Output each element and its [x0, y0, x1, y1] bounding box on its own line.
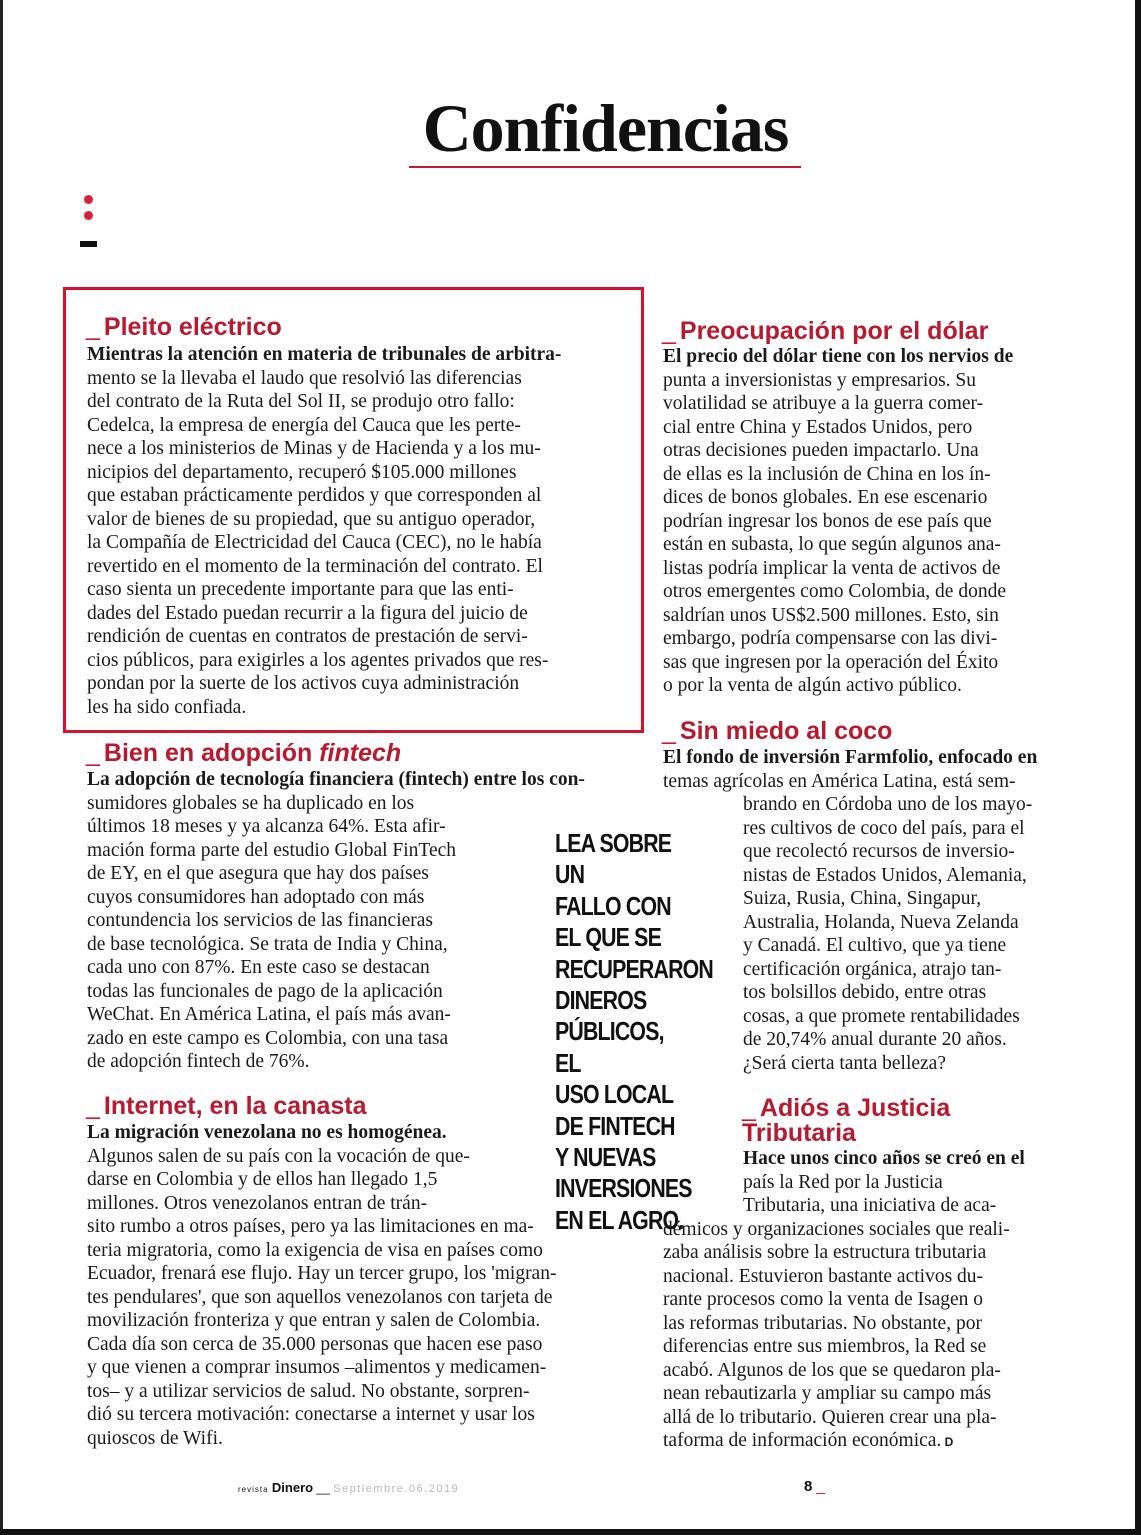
text-line: WeChat. En América Latina, el país más avan-	[87, 1004, 451, 1025]
text-line: o por la venta de algún activo público.	[663, 675, 962, 696]
section-title-coco	[662, 718, 892, 744]
text-line: valor de bienes de su propiedad, que su antiguo operador,	[87, 508, 536, 530]
article-fintech	[87, 768, 607, 1074]
scan-edge-bottom	[0, 1529, 1141, 1535]
page-number-value: 8	[804, 1478, 813, 1495]
text-line: darse en Colombia y de ellos han llegado 1,5	[87, 1169, 438, 1190]
text-line: nean rebautizarla y ampliar su campo más	[663, 1383, 992, 1404]
text-line: millones. Otros venezolanos entran de trán-	[87, 1192, 428, 1214]
scan-edge-left	[0, 0, 3, 1535]
text-line: allá de lo tributario. Quieren crear una pla-	[663, 1406, 997, 1428]
text-line: dades del Estado puedan recurrir a la figura del juicio de	[87, 602, 528, 624]
text-line: certificación orgánica, atrajo tan-	[743, 958, 1002, 980]
text-line: mento se la llevaba el laudo que resolvió las diferencias	[87, 367, 522, 389]
text-line: listas podría implicar la venta de activos de	[663, 557, 1001, 579]
text-line: y que vienen a comprar insumos –alimentos y medicamen-	[87, 1357, 547, 1378]
text-line: que estaban prácticamente perdidos y que corresponden al	[87, 485, 542, 506]
text-line: brando en Córdoba uno de los mayo-	[743, 794, 1033, 815]
decorative-dot-icon	[84, 211, 93, 220]
text-line: El fondo de inversión Farmfolio, enfocado en	[663, 747, 1038, 768]
text-line: diferencias entre sus miembros, la Red se	[663, 1336, 987, 1357]
title-text: Adiós a Justicia	[759, 1094, 951, 1122]
text-line: mación forma parte del estudio Global FinTech	[87, 839, 457, 861]
text-line: todas las funcionales de pago de la aplicación	[87, 980, 443, 1002]
text-line: la Compañía de Electricidad del Cauca (CEC), no le había	[87, 532, 542, 553]
section-marker: _	[742, 1094, 756, 1122]
title-text: Internet, en la canasta	[103, 1092, 367, 1120]
text-line: zado en este campo es Colombia, con una tasa	[87, 1027, 449, 1049]
text-line: acabó. Algunos de los que se quedaron pla-	[663, 1359, 1001, 1381]
callout-line: FALLO CON	[555, 890, 671, 921]
article-internet	[87, 1121, 627, 1450]
text-line: quioscos de Wifi.	[87, 1427, 223, 1449]
callout-line: USO LOCAL	[555, 1079, 674, 1110]
text-line: Cada día son cerca de 35.000 personas que hacen ese paso	[87, 1333, 543, 1355]
section-marker: _	[86, 739, 100, 767]
decorative-dash-icon	[80, 241, 97, 247]
text-line: cosas, a que promete rentabilidades	[743, 1005, 1020, 1027]
callout-line: EN EL AGRO.	[555, 1204, 684, 1235]
text-line: de EY, en el que asegura que hay dos países	[87, 863, 429, 884]
text-line: dió su tercera motivación: conectarse a internet y usar los	[87, 1404, 535, 1425]
text-line: pondan por la suerte de los activos cuya administración	[87, 673, 520, 694]
text-line: tes pendulares', que son aquellos venezolanos con tarjeta de	[87, 1286, 553, 1308]
text-line: tos– y a utilizar servicios de salud. No obstante, sorpren-	[87, 1380, 530, 1402]
text-line: sito rumbo a otros países, pero ya las limitaciones en ma-	[87, 1216, 534, 1237]
text-line: zaba análisis sobre la estructura tributaria	[663, 1242, 987, 1263]
text-line: las reformas tributarias. No obstante, por	[663, 1312, 982, 1334]
text-line: están en subasta, lo que según algunos ana-	[663, 534, 1001, 555]
text-line: sas que ingresen por la operación del Éxito	[663, 651, 999, 673]
text-line: dices de bonos globales. En ese escenario	[663, 487, 988, 508]
title-text: Sin miedo al coco	[679, 717, 893, 745]
text-line: rante procesos como la venta de Isagen o	[663, 1289, 983, 1310]
text-line: movilización fronteriza y que entran y salen de Colombia.	[87, 1310, 541, 1331]
callout-line: RECUPERARON	[555, 953, 714, 984]
section-title-justicia-line2: Tributaria	[742, 1119, 856, 1147]
title-text: Preocupación por el dólar	[679, 317, 989, 345]
article-pleito	[87, 343, 627, 719]
decorative-dot-icon	[84, 195, 93, 204]
footer-brand	[238, 1480, 459, 1495]
text-line: rendición de cuentas en contratos de prestación de servi-	[87, 626, 528, 647]
text-line: démicos y organizaciones sociales que reali-	[663, 1218, 1010, 1240]
text-line: cios públicos, para exigirles a los agentes privados que res-	[87, 649, 549, 671]
text-line: del contrato de la Ruta del Sol II, se produjo otro fallo:	[87, 391, 515, 412]
title-text: Pleito eléctrico	[103, 313, 282, 341]
section-marker: _	[662, 717, 676, 745]
page-number-marker: _	[816, 1478, 825, 1495]
text-line: que recolectó recursos de inversio-	[743, 841, 1015, 862]
text-line: embargo, podría compensarse con las divi-	[663, 628, 998, 649]
text-line: de adopción fintech de 76%.	[87, 1051, 310, 1072]
article-justicia	[663, 1147, 1057, 1455]
text-line: nece a los ministerios de Minas y de Hacienda y a los mu-	[87, 438, 541, 459]
text-line: nistas de Estados Unidos, Alemania,	[743, 864, 1027, 886]
title-underline	[409, 166, 801, 168]
title-italic: fintech	[319, 739, 402, 767]
callout-line: INVERSIONES	[555, 1173, 692, 1204]
section-title-internet	[86, 1093, 367, 1119]
text-line: otras decisiones pueden impactarlo. Una	[663, 440, 979, 461]
footer-date: Septiembre.06.2019	[333, 1483, 460, 1495]
text-line: teria migratoria, como la exigencia de visa en países como	[87, 1239, 543, 1261]
footer-separator: __	[316, 1481, 334, 1495]
text-line: volatilidad se atribuye a la guerra comer-	[663, 393, 984, 414]
text-line: de base tecnológica. Se trata de India y China,	[87, 933, 448, 955]
section-marker: _	[86, 1092, 100, 1120]
text-line: contundencia los servicios de las financieras	[87, 910, 434, 931]
section-title-pleito	[86, 314, 282, 340]
text-line: nacional. Estuvieron bastante activos du-	[663, 1265, 984, 1287]
article-dolar	[663, 345, 1057, 698]
section-title-fintech	[86, 740, 401, 766]
text-line: sumidores globales se ha duplicado en los	[87, 792, 415, 814]
section-title-dolar	[662, 318, 988, 344]
scan-edge-right	[1135, 0, 1141, 1535]
callout-line: DE FINTECH	[555, 1110, 675, 1141]
text-line: tos bolsillos debido, entre otras	[743, 982, 987, 1003]
text-line: cuyos consumidores han adoptado con más	[87, 886, 425, 908]
text-line: Suiza, Rusia, China, Singapur,	[743, 888, 982, 909]
page-number	[804, 1478, 825, 1495]
callout-line: PÚBLICOS, EL	[555, 1016, 664, 1078]
text-line: de ellas es la inclusión de China en los ín-	[663, 463, 991, 485]
text-line: revertido en el momento de la terminación del contrato. El	[87, 555, 543, 577]
text-line: Tributaria, una iniciativa de aca-	[743, 1195, 997, 1216]
text-line: últimos 18 meses y ya alcanza 64%. Esta afir-	[87, 816, 446, 837]
text-line: Mientras la atención en materia de tribunales de arbitra-	[87, 344, 562, 365]
text-line: de 20,74% anual durante 20 años.	[743, 1029, 1007, 1050]
section-marker: _	[662, 317, 676, 345]
callout-line: DINEROS	[555, 985, 647, 1016]
text-line: La adopción de tecnología financiera (fintech) entre los con-	[87, 769, 585, 790]
text-line: nicipios del departamento, recuperó $105.000 millones	[87, 461, 517, 483]
section-title-justicia	[742, 1095, 950, 1121]
text-line: caso sienta un precedente importante para que las enti-	[87, 579, 514, 600]
text-line: temas agrícolas en América Latina, está sem-	[663, 770, 1016, 792]
text-line: Cedelca, la empresa de energía del Cauca que les perte-	[87, 414, 521, 436]
text-line: cada uno con 87%. En este caso se destacan	[87, 957, 430, 978]
text-line: La migración venezolana no es homogénea.	[87, 1122, 447, 1143]
end-mark-icon: D	[941, 1435, 954, 1449]
text-line: saldrían unos US$2.500 millones. Esto, sin	[663, 604, 999, 626]
section-marker: _	[86, 313, 100, 341]
text-line: Hace unos cinco años se creó en el	[743, 1148, 1025, 1169]
text-line: taforma de información económica. D	[663, 1430, 954, 1451]
callout-line: Y NUEVAS	[555, 1142, 656, 1173]
text-line: res cultivos de coco del país, para el	[743, 817, 1025, 839]
text-line: otros emergentes como Colombia, de donde	[663, 581, 1006, 602]
callout-line: LEA SOBRE UN	[555, 828, 672, 890]
text-line: Ecuador, frenará ese flujo. Hay un tercer grupo, los 'migran-	[87, 1263, 557, 1284]
text-line: punta a inversionistas y empresarios. Su	[663, 369, 977, 391]
footer-brand-name: Dinero	[271, 1480, 314, 1495]
title-text: Bien en adopción	[103, 739, 313, 767]
callout-line: EL QUE SE	[555, 922, 661, 953]
footer-revista: revista	[238, 1485, 269, 1494]
text-line: Australia, Holanda, Nueva Zelanda	[743, 911, 1019, 933]
text-line: podrían ingresar los bonos de ese país que	[663, 510, 992, 532]
text-line: les ha sido confiada.	[87, 696, 247, 718]
text-line: país la Red por la Justicia	[743, 1171, 943, 1193]
text-line: ¿Será cierta tanta belleza?	[743, 1052, 946, 1074]
text-line: El precio del dólar tiene con los nervios de	[663, 346, 1014, 367]
article-coco	[663, 746, 1057, 1075]
page-title: Confidencias	[422, 90, 789, 166]
text-line: Algunos salen de su país con la vocación de que-	[87, 1145, 470, 1167]
text-line: y Canadá. El cultivo, que ya tiene	[743, 935, 1007, 956]
text-line: cial entre China y Estados Unidos, pero	[663, 416, 973, 438]
